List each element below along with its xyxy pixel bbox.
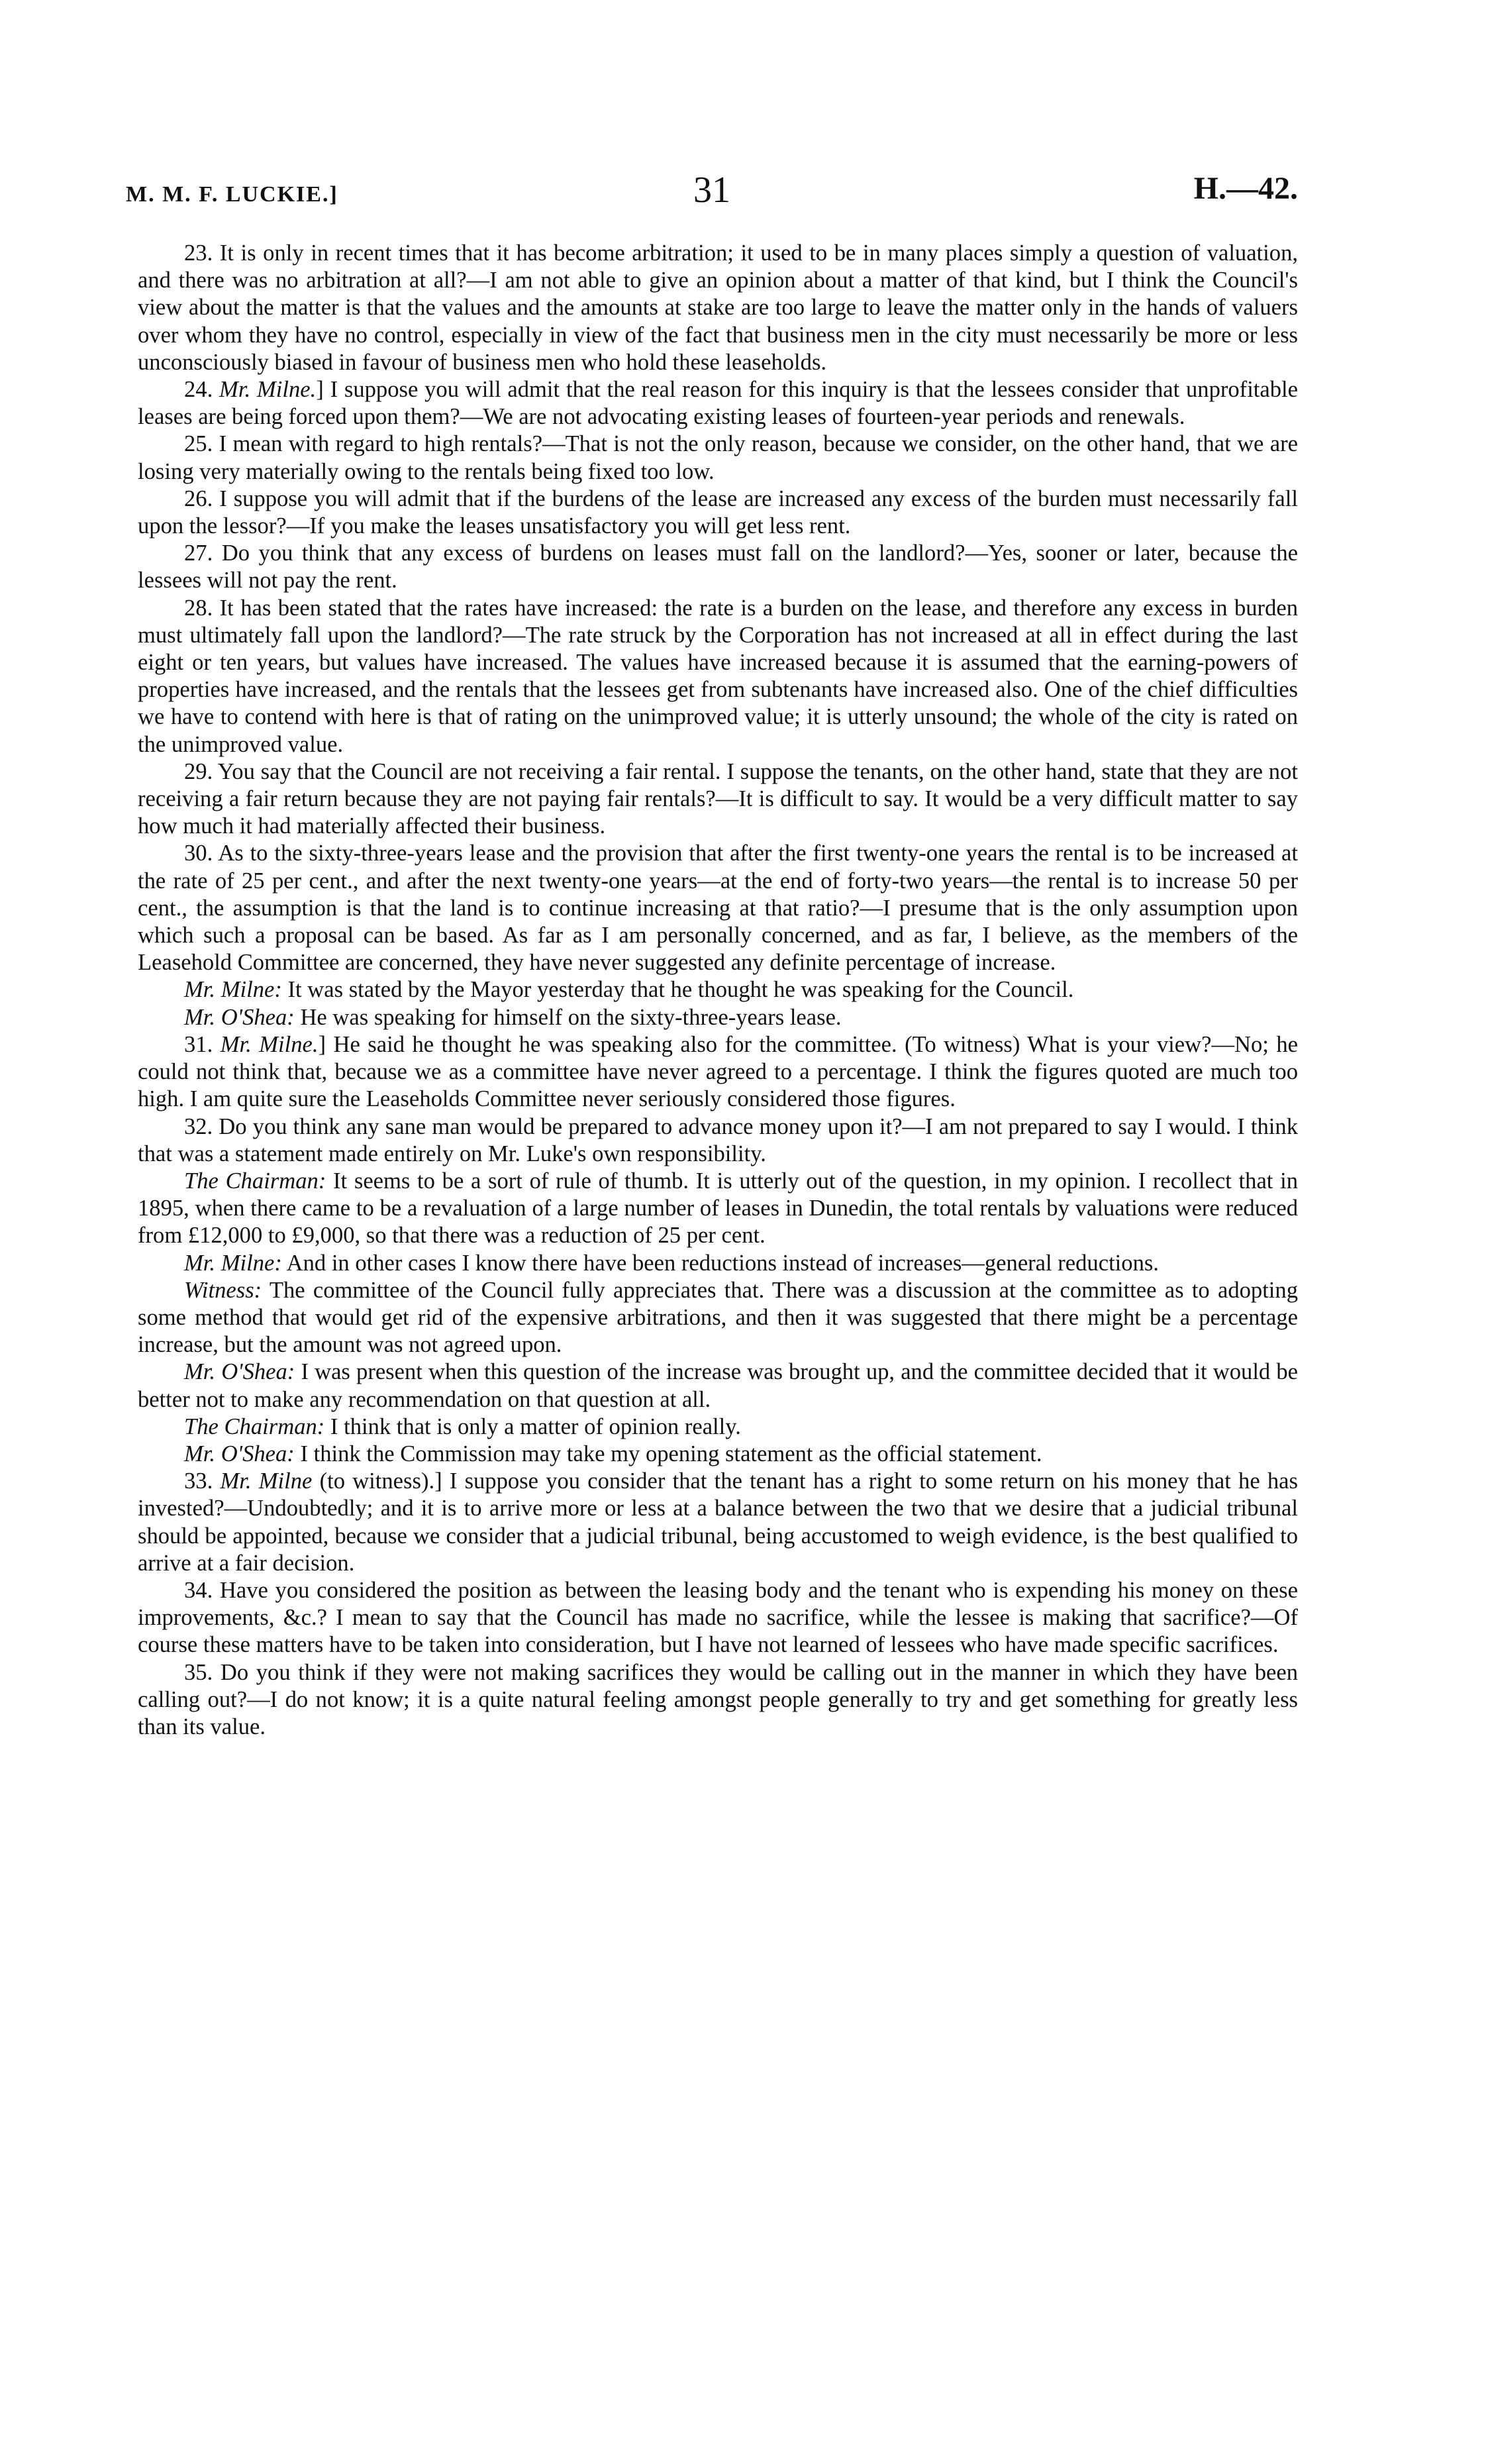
statement-chairman: The Chairman: It seems to be a sort of rule of thumb. It is utterly out of the question, in my opinion. I recollect that in 1895, when there came to be a revaluation of a large number of leases in Dunedin, the total rentals by valuations were reduced from £12,000 to £9,000, so that there was a reduction of 25 per cent. — [138, 1168, 1298, 1249]
paragraph-q23: 23. It is only in recent times that it has become arbitration; it used to be in many places simply a question of valuation, and there was no arbitration at all?—I am not able to give an opinion about a matter of that kind, but I think the Council's view about the matter is that the values and the amounts at stake are too large to leave the matter only in the hands of valuers over whom they have no control, especially in view of the fact that business men in the city must necessarily be more or less unconsciously biased in favour of business men who hold these leaseholds. — [138, 240, 1298, 375]
paragraph-q27: 27. Do you think that any excess of burdens on leases must fall on the landlord?—Yes, sooner or later, because the lessees will not pay the rent. — [138, 540, 1298, 593]
paragraph-q30: 30. As to the sixty-three-years lease and the provision that after the first twenty-one years the rental is to be increased at the rate of 25 per cent., and after the next twenty-one years—at the end of forty-two years—the rental is to increase 50 per cent., the assumption is that the land is to continue increasing at that ratio?—I presume that is the only assumption upon which such a proposal can be based. As far as I am personally concerned, and as far, I believe, as the members of the Leasehold Committee are concerned, they have never suggested any definite percentage of increase. — [138, 841, 1298, 976]
statement-chairman: The Chairman: I think that is only a matter of opinion really. — [184, 1413, 741, 1439]
statement-oshea: Mr. O'Shea: I think the Commission may take my opening statement as the official statement. — [184, 1441, 1042, 1466]
statement-oshea: Mr. O'Shea: He was speaking for himself on the sixty-three-years lease. — [184, 1004, 842, 1030]
paragraph-q33: 33. Mr. Milne (to witness).] I suppose you consider that the tenant has a right to some return on his money that he has invested?—Undoubtedly; and it is to arrive more or less at a balance between the two that we desire that a judicial tribunal should be appointed, because we consider that a judicial tribunal, being accustomed to weigh evidence, is the best qualified to arrive at a fair decision. — [138, 1468, 1298, 1576]
speaker-label: Mr. Milne: — [184, 1250, 282, 1276]
statement-witness: Witness: The committee of the Council fully appreciates that. There was a discussion at the committee as to adopting some method that would get rid of the expensive arbitrations, and then it was suggested that there might be a percentage increase, but the amount was not agreed upon. — [138, 1277, 1298, 1358]
document-reference: H.—42. — [1193, 171, 1298, 206]
paragraph-q32: 32. Do you think any sane man would be prepared to advance money upon it?—I am not prepared to say I would. I think that was a statement made entirely on Mr. Luke's own responsibility. — [138, 1113, 1298, 1166]
speaker-label: The Chairman: — [184, 1168, 326, 1194]
page-header — [126, 169, 1298, 222]
statement-oshea: Mr. O'Shea: I was present when this question of the increase was brought up, and the committee decided that it would be better not to make any recommendation on that question at all. — [138, 1359, 1298, 1412]
speaker-label: Mr. O'Shea: — [184, 1359, 295, 1385]
statement-milne: Mr. Milne: It was stated by the Mayor yesterday that he thought he was speaking for the Council. — [184, 977, 1074, 1003]
page-number: 31 — [693, 170, 730, 211]
speaker-label: Witness: — [184, 1277, 262, 1303]
speaker-label: Mr. O'Shea: — [184, 1004, 295, 1030]
paragraph-q35: 35. Do you think if they were not making sacrifices they would be calling out in the manner in which they have been calling out?—I do not know; it is a quite natural feeling amongst people generally to try and get something for greatly less than its value. — [138, 1659, 1298, 1739]
speaker-label: Mr. Milne — [220, 1468, 313, 1494]
paragraph-q29: 29. You say that the Council are not receiving a fair rental. I suppose the tenants, on the other hand, state that they are not receiving a fair return because they are not paying fair rentals?—It is difficult to say. It would be a very difficult matter to say how much it had materially affected their business. — [138, 758, 1298, 839]
speaker-label: Mr. O'Shea: — [184, 1441, 295, 1466]
paragraph-q31: 31. Mr. Milne.] He said he thought he was speaking also for the committee. (To witness) What is your view?—No; he could not think that, because we as a committee have never agreed to a percentage. I think the figures quoted are much too high. I am quite sure the Leaseholds Committee never seriously considered those figures. — [138, 1031, 1298, 1112]
paragraph-q28: 28. It has been stated that the rates have increased: the rate is a burden on the lease, and therefore any excess in burden must ultimately fall upon the landlord?—The rate struck by the Corporation has not increased at all in effect during the last eight or ten years, but values have increased. The values have increased because it is assumed that the earning-powers of properties have increased, and the rentals that the lessees get from subtenants have increased also. One of the chief difficulties we have to contend with here is that of rating on the unimproved value; it is utterly unsound; the whole of the city is rated on the unimproved value. — [138, 595, 1298, 757]
testimony-body — [138, 240, 1298, 1741]
speaker-label: The Chairman: — [184, 1413, 325, 1439]
speaker-label: Mr. Milne: — [184, 977, 282, 1003]
speaker-label: Mr. Milne. — [219, 377, 317, 403]
speaker-label: Mr. Milne. — [220, 1031, 319, 1057]
witness-name: M. M. F. LUCKIE.] — [126, 182, 338, 207]
paragraph-q26: 26. I suppose you will admit that if the burdens of the lease are increased any excess of the burden must necessarily fall upon the lessor?—If you make the leases unsatisfactory you will get less rent. — [138, 486, 1298, 539]
paragraph-q34: 34. Have you considered the position as between the leasing body and the tenant who is expending his money on these improvements, &c.? I mean to say that the Council has made no sacrifice, while the lessee is making that sacrifice?—Of course these matters have to be taken into consideration, but I have not learned of lessees who have made specific sacrifices. — [138, 1577, 1298, 1658]
paragraph-q25: 25. I mean with regard to high rentals?—That is not the only reason, because we consider, on the other hand, that we are losing very materially owing to the rentals being fixed too low. — [138, 431, 1298, 484]
statement-milne: Mr. Milne: And in other cases I know there have been reductions instead of increases—general reductions. — [184, 1250, 1159, 1276]
paragraph-q24: 24. Mr. Milne.] I suppose you will admit that the real reason for this inquiry is that the lessees consider that unprofitable leases are being forced upon them?—We are not advocating existing leases of fourteen-year periods and renewals. — [138, 377, 1299, 430]
